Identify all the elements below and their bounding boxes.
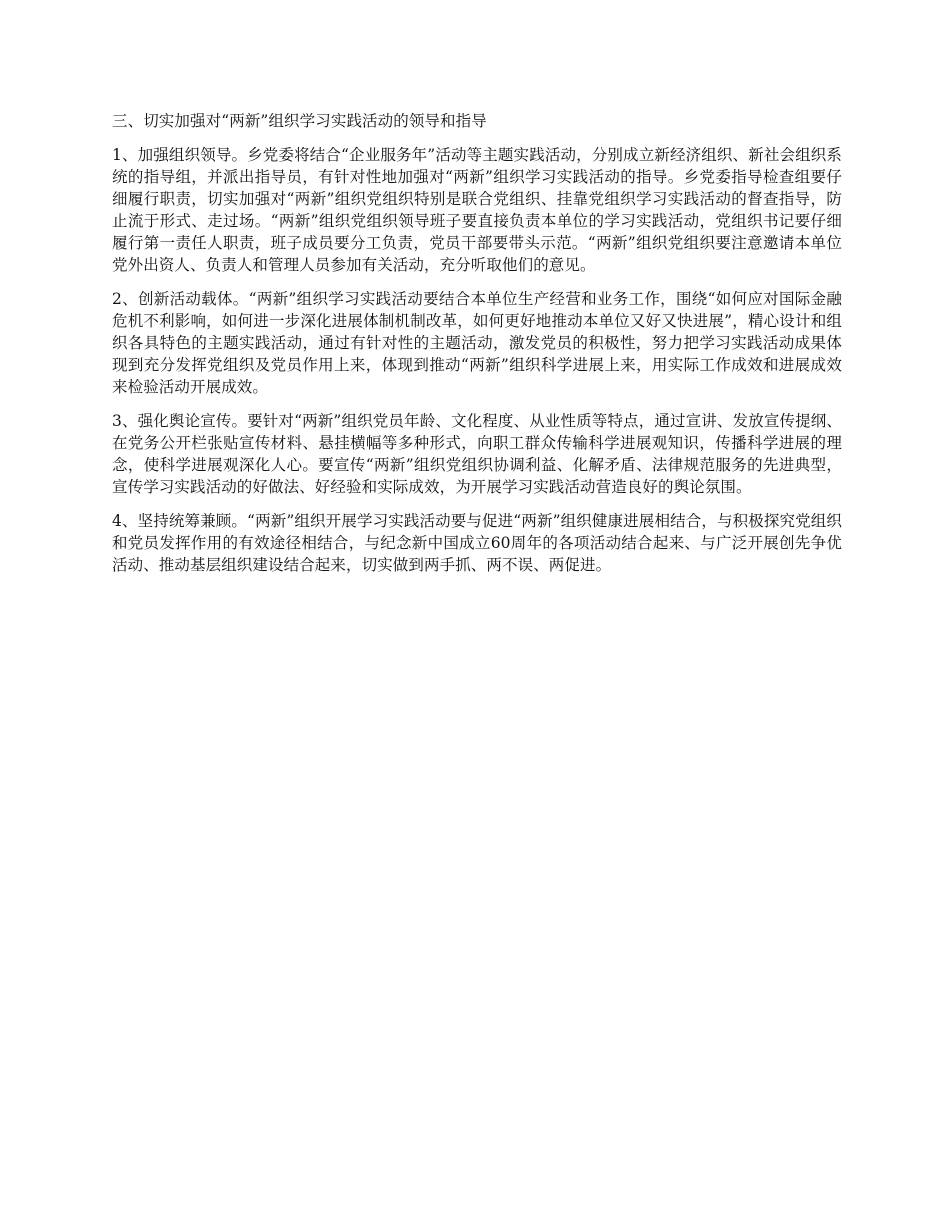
paragraph-3: 3、强化舆论宣传。要针对“两新”组织党员年龄、文化程度、从业性质等特点，通过宣讲、发放宣传提纲、在党务公开栏张贴宣传材料、悬挂横幅等多种形式，向职工群众传输科学进展观知识，传播科学进展的理念，使科学进展观深化人心。要宣传“两新”组织党组织协调利益、化解矛盾、法律规范服务的先进典型，宣传学习实践活动的好做法、好经验和实际成效，为开展学习实践活动营造良好的舆论氛围。: [112, 412, 842, 496]
section-heading: 三、切实加强对“两新”组织学习实践活动的领导和指导: [112, 112, 487, 130]
paragraph-4: 4、坚持统筹兼顾。“两新”组织开展学习实践活动要与促进“两新”组织健康进展相结合，与积极探究党组织和党员发挥作用的有效途径相结合，与纪念新中国成立60周年的各项活动结合起来、与广泛开展创先争优活动、推动基层组织建设结合起来，切实做到两手抓、两不误、两促进。: [112, 512, 842, 574]
paragraph-1: 1、加强组织领导。乡党委将结合“企业服务年”活动等主题实践活动，分别成立新经济组织、新社会组织系统的指导组，并派出指导员，有针对性地加强对“两新”组织学习实践活动的指导。乡党委指导检查组要仔细履行职责，切实加强对“两新”组织党组织特别是联合党组织、挂靠党组织学习实践活动的督查指导，防止流于形式、走过场。“两新”组织党组织领导班子要直接负责本单位的学习实践活动，党组织书记要仔细履行第一责任人职责，班子成员要分工负责，党员干部要带头示范。“两新”组织党组织要注意邀请本单位党外出资人、负责人和管理人员参加有关活动，充分听取他们的意见。: [112, 146, 842, 274]
paragraph-2: 2、创新活动载体。“两新”组织学习实践活动要结合本单位生产经营和业务工作，围绕“如何应对国际金融危机不利影响，如何进一步深化进展体制机制改革，如何更好地推动本单位又好又快进展”，精心设计和组织各具特色的主题实践活动，通过有针对性的主题活动，激发党员的积极性，努力把学习实践活动成果体现到充分发挥党组织及党员作用上来，体现到推动“两新”组织科学进展上来，用实际工作成效和进展成效来检验活动开展成效。: [112, 290, 842, 396]
document-body: [112, 110, 842, 588]
